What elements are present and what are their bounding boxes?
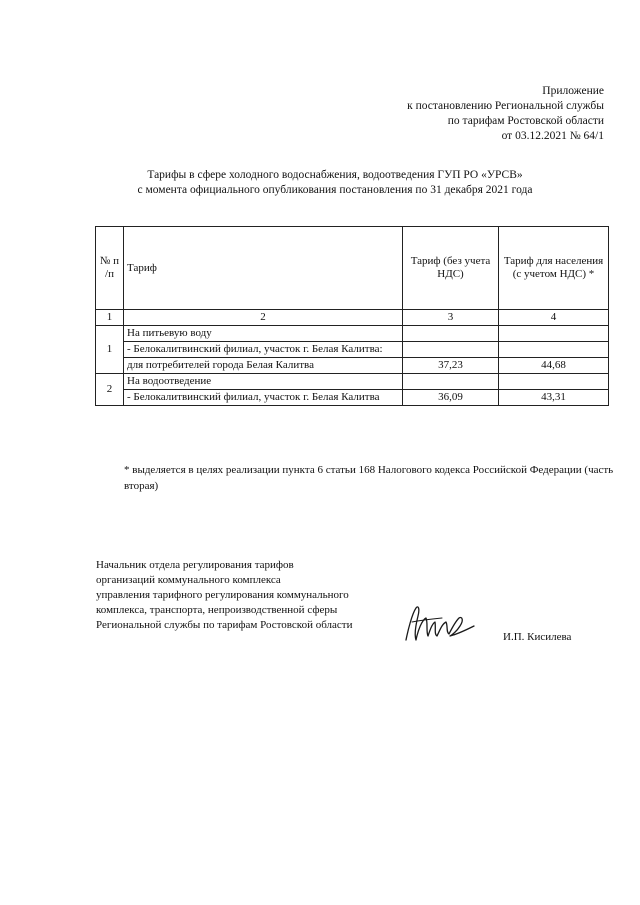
header-population: Тариф для населения (с учетом НДС) * [499, 227, 609, 310]
row-name: - Белокалитвинский филиал, участок г. Белая Калитва [124, 390, 403, 406]
header-tariff: Тариф (без учета НДС) [403, 227, 499, 310]
tariff-table [95, 226, 609, 406]
row-tariff: 37,23 [403, 358, 499, 374]
appendix-line: Приложение [542, 85, 604, 97]
appendix-line: к постановлению Региональной службы [407, 100, 604, 112]
appendix-header [304, 84, 604, 144]
row-number: 2 [96, 374, 124, 406]
row-name: для потребителей города Белая Калитва [124, 358, 403, 374]
row-population-tariff [499, 342, 609, 358]
header-num: № п /п [96, 227, 124, 310]
position-line: комплекса, транспорта, непроизводственной сферы [96, 604, 338, 616]
position-line: Начальник отдела регулирования тарифов [96, 559, 294, 571]
row-tariff [403, 342, 499, 358]
document-title [60, 168, 610, 198]
column-index: 1 [96, 310, 124, 326]
row-tariff [403, 374, 499, 390]
title-line-1: Тарифы в сфере холодного водоснабжения, водоотведения ГУП РО «УРСВ» [147, 169, 523, 181]
row-number: 1 [96, 326, 124, 374]
row-name: На питьевую воду [124, 326, 403, 342]
position-line: Региональной службы по тарифам Ростовской области [96, 619, 353, 631]
position-line: управления тарифного регулирования коммунального [96, 589, 349, 601]
table-row [96, 342, 609, 358]
row-name: - Белокалитвинский филиал, участок г. Белая Калитва: [124, 342, 403, 358]
header-name: Тариф [124, 227, 403, 310]
signatory-position [96, 558, 353, 633]
row-population-tariff: 43,31 [499, 390, 609, 406]
handwritten-signature [402, 600, 476, 648]
appendix-line: от 03.12.2021 № 64/1 [501, 130, 604, 142]
column-index: 2 [124, 310, 403, 326]
table-header-row [96, 227, 609, 310]
column-index-row [96, 310, 609, 326]
row-population-tariff [499, 326, 609, 342]
footnote: * выделяется в целях реализации пункта 6 статьи 168 Налогового кодекса Российской Федерации (часть вторая) [124, 464, 614, 492]
table-row [96, 358, 609, 374]
column-index: 3 [403, 310, 499, 326]
table-row [96, 390, 609, 406]
appendix-line: по тарифам Ростовской области [447, 115, 604, 127]
position-line: организаций коммунального комплекса [96, 574, 281, 586]
title-line-2: с момента официального опубликования постановления по 31 декабря 2021 года [137, 184, 533, 196]
table-row [96, 326, 609, 342]
row-name: На водоотведение [124, 374, 403, 390]
row-population-tariff [499, 374, 609, 390]
row-tariff [403, 326, 499, 342]
table-row [96, 374, 609, 390]
row-tariff: 36,09 [403, 390, 499, 406]
column-index: 4 [499, 310, 609, 326]
row-population-tariff: 44,68 [499, 358, 609, 374]
signatory-name: И.П. Кисилева [503, 631, 572, 643]
